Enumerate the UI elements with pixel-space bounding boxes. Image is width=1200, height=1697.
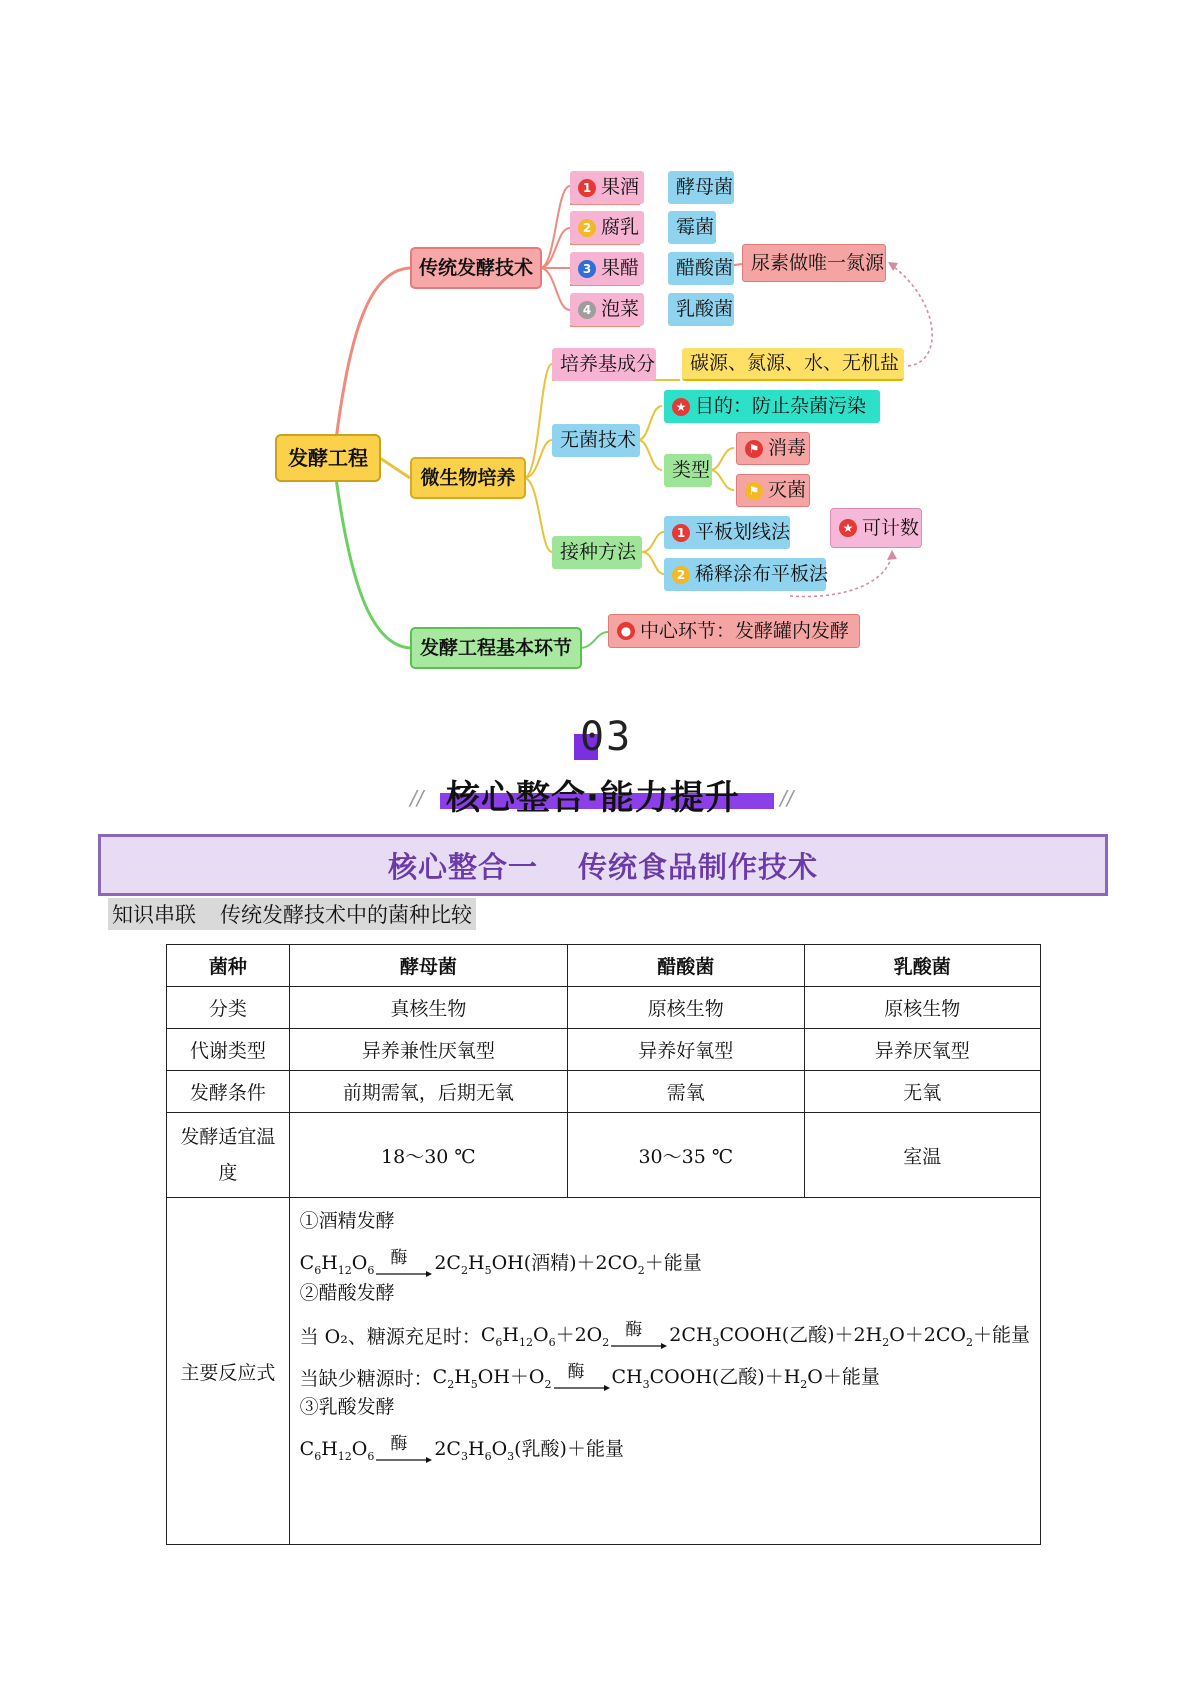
section-title: 核心整合·能力提升 <box>446 778 740 818</box>
table-cell: 发酵条件 <box>167 1071 290 1113</box>
table-row <box>167 1029 1041 1071</box>
type-sterilization: ⚑ 灭菌 <box>736 474 810 507</box>
table-row <box>167 1113 1041 1198</box>
table-cell: 18～30 ℃ <box>289 1113 567 1198</box>
item-sufu: 2 腐乳 <box>570 211 644 244</box>
table-cell: 代谢类型 <box>167 1029 290 1071</box>
table-cell: 前期需氧，后期无氧 <box>289 1071 567 1113</box>
aseptic-purpose: ★ 目的：防止杂菌污染 <box>664 390 880 423</box>
knowledge-subtitle: 知识串联 传统发酵技术中的菌种比较 <box>108 898 476 930</box>
table-cell: 室温 <box>804 1113 1040 1198</box>
integration-banner: 核心整合一 传统食品制作技术 <box>98 834 1108 896</box>
table-header-row <box>167 945 1041 987</box>
aseptic-types: 类型 <box>664 454 712 487</box>
person-icon: ● <box>617 622 635 640</box>
number-icon: 3 <box>578 260 596 278</box>
table-cell: 无氧 <box>804 1071 1040 1113</box>
table-cell: 异养好氧型 <box>568 1029 804 1071</box>
reaction-arrow: 酶 <box>554 1378 610 1392</box>
type-disinfection: ⚑ 消毒 <box>736 432 810 465</box>
item-pickle: 4 泡菜 <box>570 293 644 326</box>
basic-steps-detail: ● 中心环节：发酵罐内发酵 <box>608 614 860 648</box>
microbe-acetobacter: 醋酸菌 <box>668 252 734 285</box>
reaction-arrow: 酶 <box>611 1336 667 1350</box>
table-cell: 分类 <box>167 987 290 1029</box>
microbe-lactobacillus: 乳酸菌 <box>668 293 734 326</box>
equation-lactic: $C_6H_{12}O_6$ 酶 $2C_3H_6O_3$(乳酸)＋能量 <box>299 1433 624 1463</box>
microbe-mold: 霉菌 <box>668 211 716 244</box>
number-icon: 2 <box>672 566 690 584</box>
method-streak-plate: 1 平板划线法 <box>664 516 790 549</box>
reaction-row <box>167 1198 1041 1545</box>
item-fruit-wine: 1 果酒 <box>570 171 644 204</box>
acetic-title: ②醋酸发酵 <box>299 1281 395 1304</box>
number-icon: 1 <box>578 179 596 197</box>
number-icon: 4 <box>578 301 596 319</box>
table-cell: 原核生物 <box>804 987 1040 1029</box>
number-icon: 1 <box>672 524 690 542</box>
table-row <box>167 987 1041 1029</box>
table-row <box>167 1071 1041 1113</box>
lactic-title: ③乳酸发酵 <box>299 1395 395 1418</box>
medium-components: 培养基成分 <box>552 348 656 381</box>
mind-map <box>0 0 1200 700</box>
header-cell: 醋酸菌 <box>568 945 804 987</box>
branch-microbial-culture: 微生物培养 <box>410 457 526 499</box>
note-countable: ★ 可计数 <box>830 508 922 548</box>
arrow-icon <box>376 1456 432 1464</box>
table-cell: 异养兼性厌氧型 <box>289 1029 567 1071</box>
alcohol-title: ①酒精发酵 <box>299 1209 395 1232</box>
microbe-comparison-table <box>166 944 1041 1545</box>
section-number: 03 <box>580 714 633 760</box>
flag-icon: ⚑ <box>745 440 763 458</box>
table-cell: 发酵适宜温度 <box>167 1113 290 1198</box>
arrow-icon <box>376 1270 432 1278</box>
header-cell: 菌种 <box>167 945 290 987</box>
equation-acetic-1: 当 O₂、糖源充足时： $C_6H_{12}O_6+2O_2$ 酶 $2CH_3COOH$(乙酸)$+2H_2O+2CO_2+$能量 <box>299 1319 1030 1349</box>
table-cell: 原核生物 <box>568 987 804 1029</box>
reaction-equations <box>289 1198 1040 1545</box>
number-icon: 2 <box>578 219 596 237</box>
section-deco-left: // <box>410 786 424 810</box>
method-spread-plate: 2 稀释涂布平板法 <box>664 558 826 591</box>
star-icon: ★ <box>672 398 690 416</box>
flag-icon: ⚑ <box>745 482 763 500</box>
reaction-arrow: 酶 <box>376 1450 432 1464</box>
item-fruit-vinegar: 3 果醋 <box>570 252 644 285</box>
table-cell: 异养厌氧型 <box>804 1029 1040 1071</box>
branch-basic-steps: 发酵工程基本环节 <box>410 627 582 669</box>
microbe-yeast: 酵母菌 <box>668 171 734 204</box>
inoculation-methods: 接种方法 <box>552 536 642 569</box>
table-cell: 真核生物 <box>289 987 567 1029</box>
header-cell: 乳酸菌 <box>804 945 1040 987</box>
table-cell: 需氧 <box>568 1071 804 1113</box>
table-cell: 30～35 ℃ <box>568 1113 804 1198</box>
arrow-icon <box>554 1384 610 1392</box>
equation-alcohol: $C_6H_{12}O_6$ 酶 $2C_2H_5OH$(酒精)$+2CO_2+$能量 <box>299 1247 702 1277</box>
star-icon: ★ <box>839 519 857 537</box>
medium-detail: 碳源、氮源、水、无机盐 <box>682 348 904 381</box>
reaction-arrow: 酶 <box>376 1264 432 1278</box>
equation-acetic-2: 当缺少糖源时： $C_2H_5OH+O_2$ 酶 $CH_3COOH$(乙酸)$+H_2O+$能量 <box>299 1361 880 1391</box>
branch-traditional-fermentation: 传统发酵技术 <box>410 247 542 289</box>
note-urea-nitrogen: 尿素做唯一氮源 <box>742 244 886 282</box>
arrow-icon <box>611 1342 667 1350</box>
aseptic-technique: 无菌技术 <box>552 424 640 457</box>
mindmap-root: 发酵工程 <box>275 434 381 482</box>
reaction-label: 主要反应式 <box>167 1198 290 1545</box>
section-deco-right: // <box>780 786 794 810</box>
header-cell: 酵母菌 <box>289 945 567 987</box>
